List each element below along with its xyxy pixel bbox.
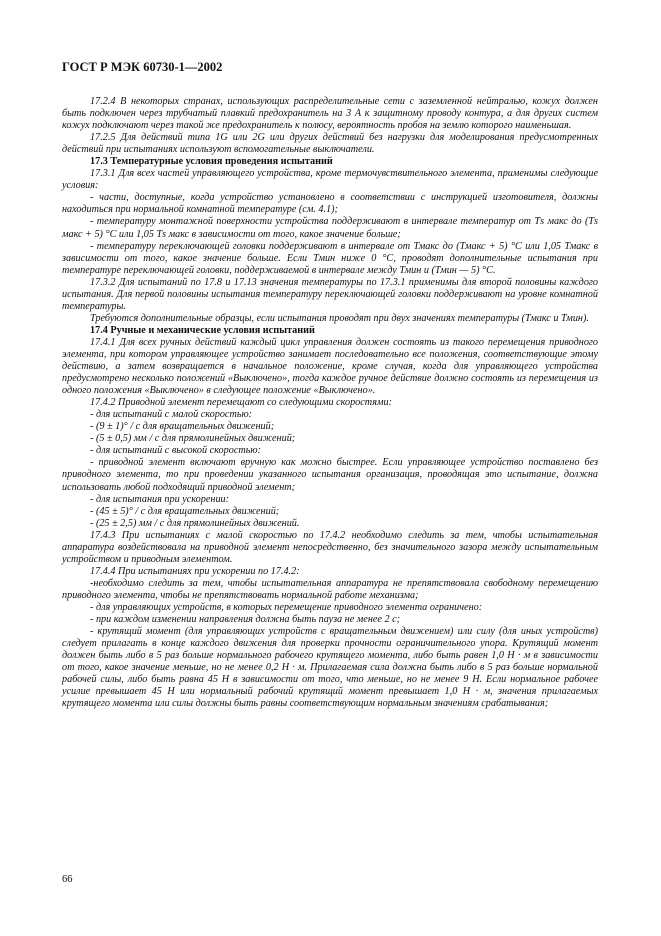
paragraph: 17.4.1 Для всех ручных действий каждый цикл управления должен состоять из такого перемещения приводного элемента, при котором управляющее устройство занимает последовательно все положения, соответствующие этому действию, а затем возвращается в начальное положение, кроме случая, когда для управляющего устройства предусмотрено несколько положений «Выключено», тогда каждое ручное действие должно состоять из перемещения из одного положения «Выключено» в следующее положение «Выключено». [62, 336, 598, 397]
paragraph: - (45 ± 5)° / с для вращательных движений; [90, 505, 280, 517]
paragraph: 17.4.2 Приводной элемент перемещают со следующими скоростями: [90, 397, 393, 409]
paragraph: - для управляющих устройств, в которых перемещение приводного элемента ограничено: [90, 601, 483, 613]
paragraph: - (5 ± 0,5) мм / с для прямолинейных движений; [90, 433, 296, 445]
paragraph: - температуру переключающей головки поддерживают в интервале от Тмакс до (Тмакс + 5) °С или 1,05 Тмакс в зависимости от того, какое значение больше. Если Тмин ниже 0 °С, проводят дополнительные испытания при температуре переключающей головки, поддерживаемой в интервале между Тмин и (Тмин — 5) °С. [62, 240, 598, 276]
paragraph: 17.4.4 При испытаниях при ускорении по 17.4.2: [90, 565, 300, 577]
section-heading: 17.3 Температурные условия проведения испытаний [90, 156, 333, 168]
paragraph: - (9 ± 1)° / с для вращательных движений; [90, 421, 275, 433]
paragraph: - для испытаний с высокой скоростью: [90, 445, 261, 457]
paragraph: - для испытания при ускорении: [90, 493, 230, 505]
paragraph: - при каждом изменении направления должна быть пауза не менее 2 с; [90, 614, 401, 626]
paragraph: Требуются дополнительные образцы, если испытания проводят при двух значениях температуры (Тмакс и Тмин). [90, 312, 589, 324]
page-number: 66 [62, 874, 73, 885]
paragraph: - приводной элемент включают вручную как можно быстрее. Если управляющее устройство поставлено без приводного элемента, то при проведении указанного испытания организация, проводящая это испытание, должна использовать любой подходящий приводной элемент; [62, 457, 598, 493]
paragraph: - температуру монтажной поверхности устройства поддерживают в интервале температур от Тs макс до (Тs макс + 5) °С или 1,05 Тs макс в зависимости от того, какое значение больше; [62, 216, 598, 240]
paragraph: - для испытаний с малой скоростью: [90, 409, 253, 421]
paragraph: - (25 ± 2,5) мм / с для прямолинейных движений. [90, 517, 300, 529]
paragraph: 17.3.1 Для всех частей управляющего устройства, кроме термочувствительного элемента, применимы следующие условия: [62, 168, 598, 192]
paragraph: 17.3.2 Для испытаний по 17.8 и 17.13 значения температуры по 17.3.1 применимы для второй половины каждого испытания. Для первой половины испытания температуру переключающей головки поддерживают на уровне комнатной температуры. [62, 276, 598, 312]
paragraph: - части, доступные, когда устройство установлено в соответствии с инструкцией изготовителя, должны находиться при нормальной комнатной температуре (см. 4.1); [62, 192, 598, 216]
document-header: ГОСТ Р МЭК 60730-1—2002 [62, 60, 223, 74]
paragraph: 17.4.3 При испытаниях с малой скоростью по 17.4.2 необходимо следить за тем, чтобы испытательная аппаратура воздействовала на приводной элемент непосредственно, без значительного зазора между испытательным устройством и приводным элементом. [62, 529, 598, 565]
paragraph: 17.2.4 В некоторых странах, использующих распределительные сети с заземленной нейтралью, кожух должен быть подключен через трубчатый плавкий предохранитель на 3 А к защитному проводу контура, а для других систем кожух подключают через такой же предохранитель к полюсу, вероятность пробоя на землю которого наименьшая. [62, 96, 598, 132]
section-heading: 17.4 Ручные и механические условия испытаний [90, 324, 315, 336]
paragraph: -необходимо следить за тем, чтобы испытательная аппаратура не препятствовала свободному перемещению приводного элемента, чтобы не препятствовать нормальной работе механизма; [62, 577, 598, 601]
paragraph: - крутящий момент (для управляющих устройств с вращательным движением) или силу (для иных устройств) следует прилагать в конце каждого движения для проверки прочности ограничительного упора. Крутящий момент должен быть либо в 5 раз больше нормального рабочего крутящего момента, либо быть равен 1,0 Н · м в зависимости от того, какое значение меньше, но не менее 0,2 Н · м. Прилагаемая сила должна быть либо в 5 раз больше нормальной рабочей силы, либо быть равна 45 Н в зависимости от того, что меньше, но не менее 9 Н. Если нормальное рабочее усилие превышает 45 Н или нормальный рабочий крутящий момент превышает 1,0 Н · м, значения прилагаемых крутящего момента или силы должны быть равны соответствующим нормальным значениям срабатывания; [62, 626, 598, 710]
document-body [62, 96, 598, 710]
paragraph: 17.2.5 Для действий типа 1G или 2G или других действий без нагрузки для моделирования предусмотренных действий при испытаниях используют вспомогательные выключатели. [62, 132, 598, 156]
